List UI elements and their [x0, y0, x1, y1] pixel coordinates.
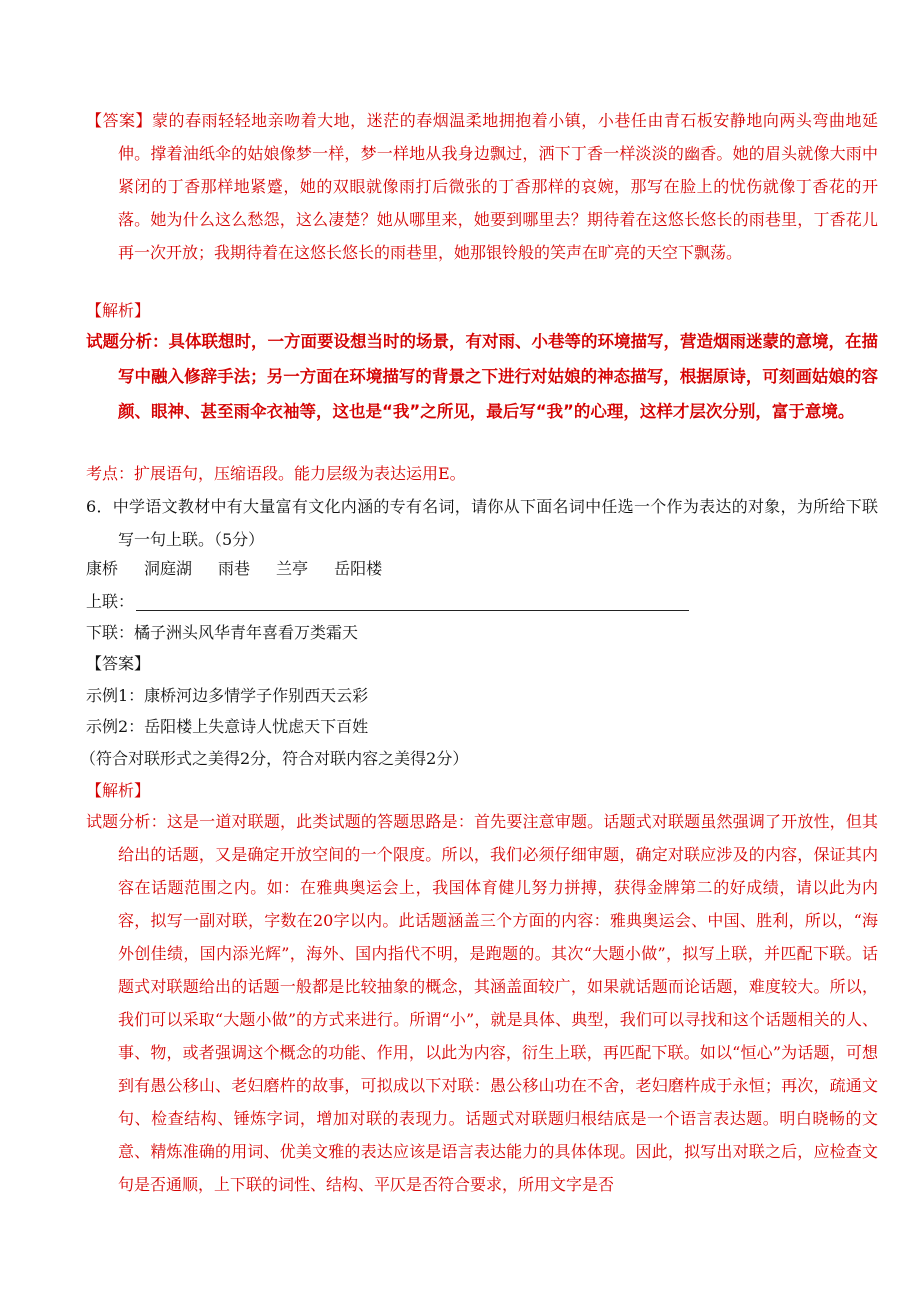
upper-label: 上联：	[86, 592, 135, 611]
upper-couplet-line	[86, 585, 846, 618]
name-dongtinghu: 洞庭湖	[144, 559, 193, 578]
kaodian-line: 考点：扩展语句，压缩语段。能力层级为表达运用E。	[86, 464, 466, 483]
example-2: 示例2：岳阳楼上失意诗人忧虑天下百姓	[86, 717, 369, 736]
name-kangqiao: 康桥	[86, 559, 119, 578]
scoring-note: （符合对联形式之美得2分，符合对联内容之美得2分）	[80, 749, 469, 768]
name-yueyanglou: 岳阳楼	[334, 559, 383, 578]
analysis-paragraph-2: 试题分析：这是一道对联题，此类试题的答题思路是：首先要注意审题。话题式对联题虽然强调了开放性，但其给出的话题，又是确定开放空间的一个限度。所以，我们必须仔细审题，确定对联应涉及的内容，保证其内容在话题范围之内。如：在雅典奥运会上，我国体育健儿努力拼搏，获得金牌第二的好成绩，请以此为内容，拟写一副对联，字数在20字以内。此话题涵盖三个方面的内容：雅典奥运会、中国、胜利，所以，“海外创佳绩，国内添光辉”，海外、国内指代不明，是跑题的。其次“大题小做”，拟写上联，并匹配下联。话题式对联题给出的话题一般都是比较抽象的概念，其涵盖面较广，如果就话题而论话题，难度较大。所以，我们可以采取“大题小做”的方式来进行。所谓“小”，就是具体、典型，我们可以寻找和这个话题相关的人、事、物，或者强调这个概念的功能、作用，以此为内容，衍生上联，再匹配下联。如以“恒心”为话题，可想到有愚公移山、老妇磨杵的故事，可拟成以下对联：愚公移山功在不舍，老妇磨杵成于永恒；再次，疏通文句、检查结构、锤炼字词，增加对联的表现力。话题式对联题归根结底是一个语言表达题。明白晓畅的文意、精炼准确的用词、优美文雅的表达应该是语言表达能力的具体体现。因此，拟写出对联之后，应检查文句是否通顺，上下联的词性、结构、平仄是否符合要求，所用文字是否	[86, 812, 878, 1194]
example-1: 示例1：康桥河边多情学子作别西天云彩	[86, 686, 369, 705]
analysis-paragraph-1: 试题分析：具体联想时，一方面要设想当时的场景，有对雨、小巷等的环境描写，营造烟雨迷蒙的意境，在描写中融入修辞手法；另一方面在环境描写的背景之下进行对姑娘的神态描写，根据原诗，可刻画姑娘的容颜、眼神、甚至雨伞衣袖等，这也是“我”之所见，最后写“我”的心理，这样才层次分别，富于意境。	[86, 332, 878, 421]
name-yuxiang: 雨巷	[218, 559, 251, 578]
answer-text: 蒙的春雨轻轻地亲吻着大地，迷茫的春烟温柔地拥抱着小镇，小巷任由青石板安静地向两头弯曲地延伸。撑着油纸伞的姑娘像梦一样，梦一样地从我身边飘过，洒下丁香一样淡淡的幽香。她的眉头就像大雨中紧闭的丁香那样地紧蹙，她的双眼就像雨打后微张的丁香那样的哀婉，那写在脸上的忧伤就像丁香花的开落。她为什么这么愁怨，这么凄楚？她从哪里来，她要到哪里去？期待着在这悠长悠长的雨巷里，丁香花儿再一次开放；我期待着在这悠长悠长的雨巷里，她那银铃般的笑声在旷亮的天空下飘荡。	[118, 111, 878, 262]
lower-couplet-line: 下联：橘子洲头风华青年喜看万类霜天	[86, 623, 359, 642]
analysis-label-1: 【解析】	[86, 301, 151, 320]
upper-blank	[136, 592, 689, 611]
name-lanting: 兰亭	[276, 559, 309, 578]
answer-paragraph-1	[86, 104, 878, 269]
analysis-label-2: 【解析】	[86, 781, 151, 800]
question-6: 6．中学语文教材中有大量富有文化内涵的专有名词，请你从下面名词中任选一个作为表达的对象，为所给下联写一句上联。（5分）	[86, 497, 878, 549]
answer-label: 【答案】	[86, 111, 153, 130]
name-list	[86, 552, 846, 585]
answer-label-2: 【答案】	[86, 654, 151, 673]
